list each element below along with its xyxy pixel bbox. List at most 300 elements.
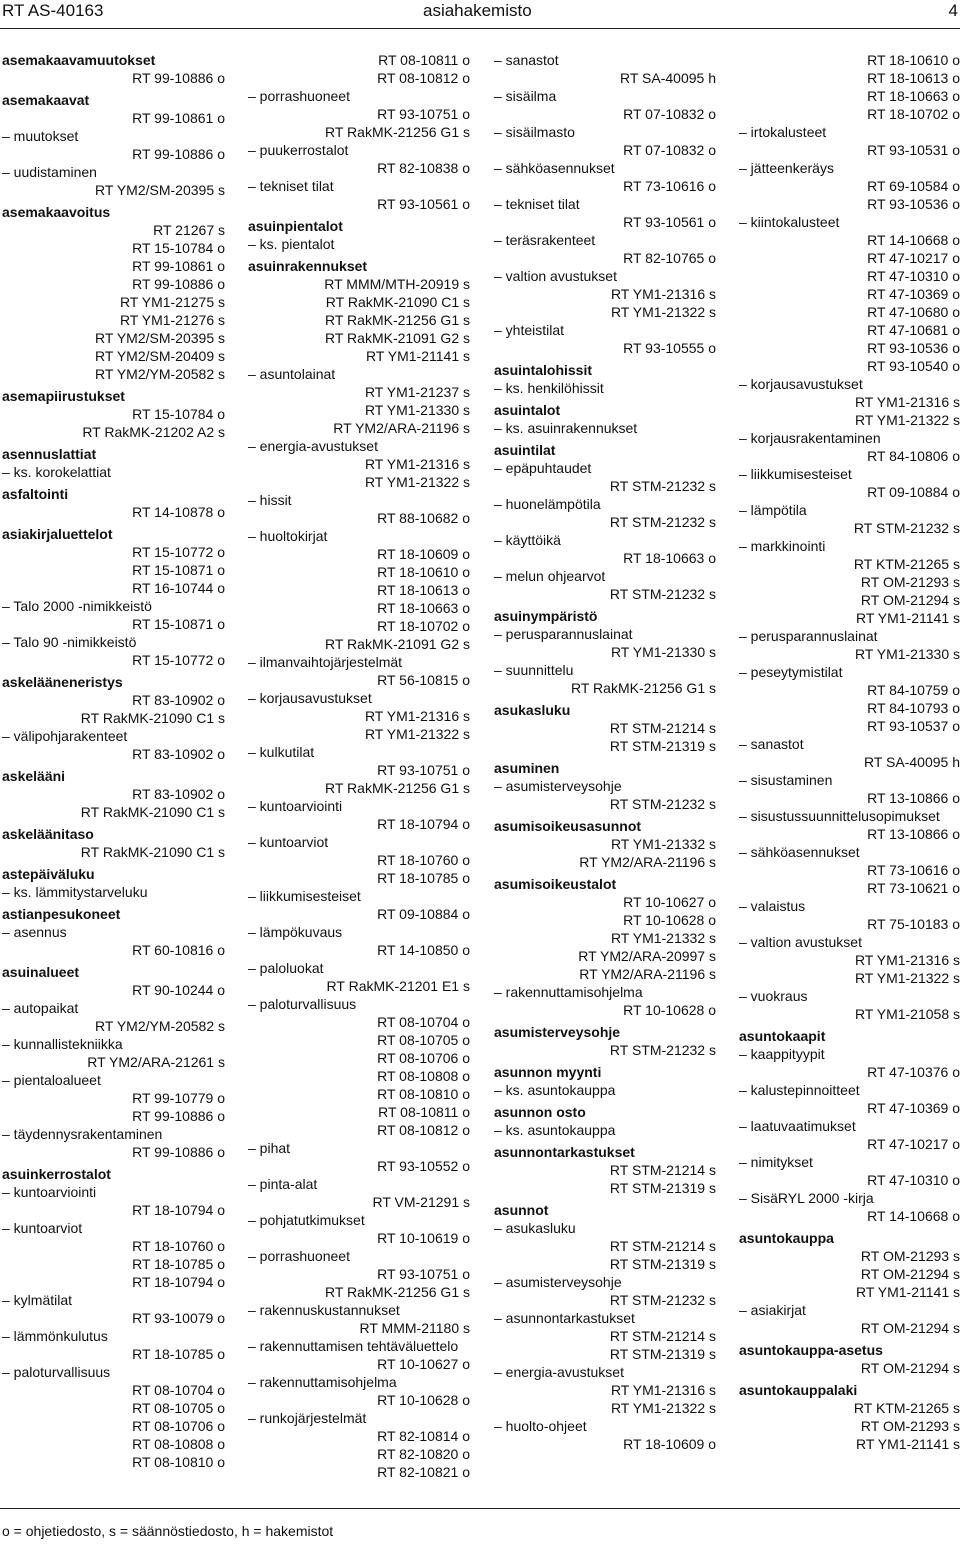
index-subentry: – kuntoarviot	[2, 1220, 83, 1236]
index-reference: RT YM1-21316 s	[854, 394, 960, 410]
index-subentry: – korjausavustukset	[739, 376, 863, 392]
index-subentry: – asuntolainat	[248, 366, 336, 382]
index-heading: asukasluku	[494, 702, 571, 718]
index-reference: RT YM1-21316 s	[364, 708, 470, 724]
index-subentry: – asiakirjat	[739, 1302, 806, 1318]
index-heading: askelääni	[2, 768, 66, 784]
index-subentry: – sähköasennukset	[739, 844, 860, 860]
index-reference: RT 73-10616 o	[867, 862, 960, 878]
index-subentry: – melun ohjearvot	[494, 568, 606, 584]
index-subentry: – markkinointi	[739, 538, 826, 554]
index-reference: RT MMM/MTH-20919 s	[324, 276, 470, 292]
index-heading: askelääneneristys	[2, 674, 123, 690]
index-reference: RT 93-10751 o	[377, 1266, 470, 1282]
index-reference: RT YM1-21141 s	[855, 610, 960, 626]
index-reference: RT SA-40095 h	[620, 70, 716, 86]
index-reference: RT STM-21232 s	[609, 478, 716, 494]
index-subentry: – käyttöikä	[494, 532, 561, 548]
index-reference: RT 15-10784 o	[132, 406, 225, 422]
index-subentry: – asukasluku	[494, 1220, 576, 1236]
index-reference: RT 83-10902 o	[132, 746, 225, 762]
index-reference: RT 18-10785 o	[132, 1346, 225, 1362]
index-heading: asunnot	[494, 1202, 549, 1218]
index-reference: RT RakMK-21091 G2 s	[325, 636, 470, 652]
index-reference: RT 73-10616 o	[623, 178, 716, 194]
index-heading: asuinalueet	[2, 964, 80, 980]
index-subentry: – lämmönkulutus	[2, 1328, 108, 1344]
index-reference: RT 93-10751 o	[377, 762, 470, 778]
document-code: RT AS-40163	[2, 1, 104, 20]
index-reference: RT 18-10794 o	[377, 816, 470, 832]
index-reference: RT YM1-21322 s	[610, 304, 716, 320]
index-subentry: – lämpökuvaus	[248, 924, 343, 940]
index-reference: RT 08-10812 o	[377, 70, 470, 86]
index-heading: asumisterveysohje	[494, 1024, 621, 1040]
index-reference: RT YM1-21322 s	[854, 970, 960, 986]
index-reference: RT 99-10886 o	[132, 1108, 225, 1124]
index-reference: RT 08-10811 o	[378, 52, 470, 68]
index-reference: RT YM1-21322 s	[364, 726, 470, 742]
index-subentry: – kulkutilat	[248, 744, 315, 760]
index-reference: RT YM1-21330 s	[854, 646, 960, 662]
index-reference: RT RakMK-21256 G1 s	[325, 780, 470, 796]
index-heading: asiakirjaluettelot	[2, 526, 113, 542]
index-subentry: – ilmanvaihtojärjestelmät	[248, 654, 403, 670]
index-reference: RT 18-10760 o	[377, 852, 470, 868]
index-reference: RT 18-10663 o	[867, 88, 960, 104]
index-reference: RT 82-10765 o	[623, 250, 716, 266]
index-reference: RT 18-10613 o	[867, 70, 960, 86]
index-reference: RT 13-10866 o	[867, 790, 960, 806]
index-reference: RT 13-10866 o	[867, 826, 960, 842]
index-reference: RT 99-10886 o	[132, 146, 225, 162]
index-reference: RT RakMK-21090 C1 s	[80, 710, 225, 726]
index-heading: asuntokauppalaki	[739, 1382, 858, 1398]
index-subentry: – porrashuoneet	[248, 88, 350, 104]
index-subentry: – pinta-alat	[248, 1176, 318, 1192]
index-heading: astianpesukoneet	[2, 906, 121, 922]
index-subentry: – kuntoarviointi	[248, 798, 343, 814]
index-reference: RT 75-10183 o	[867, 916, 960, 932]
index-reference: RT 08-10706 o	[132, 1418, 225, 1434]
index-subentry: – Talo 90 -nimikkeistö	[2, 634, 137, 650]
index-reference: RT 60-10816 o	[132, 942, 225, 958]
index-column-4	[739, 51, 960, 1453]
index-heading: asunnontarkastukset	[494, 1144, 635, 1160]
index-reference: RT 14-10850 o	[377, 942, 470, 958]
index-subentry: – puukerrostalot	[248, 142, 349, 158]
index-reference: RT YM2/ARA-21196 s	[333, 420, 470, 436]
index-reference: RT 93-10079 o	[132, 1310, 225, 1326]
index-reference: RT STM-21232 s	[853, 520, 960, 536]
index-subentry: – välipohjarakenteet	[2, 728, 128, 744]
index-reference: RT 15-10784 o	[132, 240, 225, 256]
index-reference: RT 47-10369 o	[867, 1100, 960, 1116]
index-reference: RT YM1-21332 s	[610, 930, 716, 946]
index-subentry: – peseytymistilat	[739, 664, 843, 680]
index-subentry: – epäpuhtaudet	[494, 460, 592, 476]
index-subentry: – vuokraus	[739, 988, 808, 1004]
index-reference: RT RakMK-21256 G1 s	[571, 680, 716, 696]
index-column-2	[248, 51, 470, 1481]
index-reference: RT YM1-21330 s	[364, 402, 470, 418]
index-reference: RT 93-10552 o	[377, 1158, 470, 1174]
index-reference: RT 99-10886 o	[132, 1144, 225, 1160]
index-reference: RT STM-21319 s	[609, 1180, 716, 1196]
index-reference: RT YM1-21275 s	[119, 294, 225, 310]
index-subentry: – energia-avustukset	[494, 1364, 624, 1380]
index-reference: RT STM-21319 s	[609, 738, 716, 754]
index-reference: RT YM1-21316 s	[610, 286, 716, 302]
index-subentry: – paloturvallisuus	[2, 1364, 111, 1380]
index-heading: asuntokauppa-asetus	[739, 1342, 883, 1358]
index-subentry: – sisäilma	[494, 88, 557, 104]
index-reference: RT 09-10884 o	[867, 484, 960, 500]
index-subentry: – valtion avustukset	[494, 268, 617, 284]
index-heading: asemakaavamuutokset	[2, 52, 156, 68]
index-reference: RT 08-10704 o	[377, 1014, 470, 1030]
index-reference: RT RakMK-21091 G2 s	[325, 330, 470, 346]
index-reference: RT 69-10584 o	[867, 178, 960, 194]
index-subentry: – sisustussuunnittelusopimukset	[739, 808, 940, 824]
index-reference: RT RakMK-21256 G1 s	[325, 1284, 470, 1300]
index-heading: asuntokaapit	[739, 1028, 826, 1044]
index-reference: RT OM-21293 s	[860, 574, 960, 590]
index-reference: RT OM-21294 s	[860, 1266, 960, 1282]
index-reference: RT OM-21294 s	[860, 592, 960, 608]
index-reference: RT 47-10369 o	[867, 286, 960, 302]
index-subentry: – liikkumisesteiset	[739, 466, 852, 482]
index-reference: RT YM2/ARA-21196 s	[579, 966, 716, 982]
index-reference: RT YM1-21276 s	[119, 312, 225, 328]
index-reference: RT STM-21214 s	[609, 720, 716, 736]
index-reference: RT 08-10811 o	[378, 1104, 470, 1120]
index-subentry: – liikkumisesteiset	[248, 888, 361, 904]
index-reference: RT YM1-21316 s	[364, 456, 470, 472]
index-subentry: – rakennuttamisohjelma	[248, 1374, 397, 1390]
index-reference: RT 18-10610 o	[377, 564, 470, 580]
index-heading: asumisoikeustalot	[494, 876, 617, 892]
index-reference: RT RakMK-21202 A2 s	[82, 424, 225, 440]
index-reference: RT OM-21293 s	[860, 1418, 960, 1434]
index-reference: RT YM2/ARA-20997 s	[578, 948, 716, 964]
index-heading: asennuslattiat	[2, 446, 97, 462]
index-reference: RT YM2/SM-20409 s	[95, 348, 225, 364]
index-heading: asuinpientalot	[248, 218, 343, 234]
index-heading: asuinympäristö	[494, 608, 598, 624]
index-reference: RT 14-10878 o	[132, 504, 225, 520]
index-reference: RT YM1-21322 s	[364, 474, 470, 490]
index-reference: RT 99-10886 o	[132, 70, 225, 86]
index-subentry: – rakennuttamisen tehtäväluettelo	[248, 1338, 459, 1354]
index-subentry: – asennus	[2, 924, 67, 940]
index-reference: RT 93-10531 o	[867, 142, 960, 158]
index-reference: RT 10-10628 o	[377, 1392, 470, 1408]
index-subentry: – valtion avustukset	[739, 934, 862, 950]
index-reference: RT YM1-21316 s	[854, 952, 960, 968]
index-heading: asuinkerrostalot	[2, 1166, 111, 1182]
index-reference: RT 18-10794 o	[132, 1274, 225, 1290]
index-reference: RT 47-10680 o	[867, 304, 960, 320]
index-reference: RT STM-21214 s	[609, 1238, 716, 1254]
index-reference: RT 88-10682 o	[377, 510, 470, 526]
index-subentry: – porrashuoneet	[248, 1248, 350, 1264]
index-subentry: – irtokalusteet	[739, 124, 827, 140]
index-reference: RT 15-10772 o	[132, 652, 225, 668]
page-title: asiahakemisto	[423, 1, 532, 20]
index-reference: RT 84-10759 o	[867, 682, 960, 698]
index-reference: RT 08-10706 o	[377, 1050, 470, 1066]
index-reference: RT 83-10902 o	[132, 692, 225, 708]
index-heading: asuminen	[494, 760, 560, 776]
index-reference: RT 18-10794 o	[132, 1202, 225, 1218]
index-subentry: – laatuvaatimukset	[739, 1118, 856, 1134]
index-subentry: – teräsrakenteet	[494, 232, 596, 248]
index-reference: RT STM-21232 s	[609, 796, 716, 812]
index-reference: RT 08-10808 o	[132, 1436, 225, 1452]
index-reference: RT 15-10871 o	[132, 616, 225, 632]
index-subentry: – kylmätilat	[2, 1292, 73, 1308]
index-reference: RT 93-10536 o	[867, 196, 960, 212]
index-reference: RT 08-10810 o	[377, 1086, 470, 1102]
index-subentry: – kaappityypit	[739, 1046, 825, 1062]
index-reference: RT 18-10785 o	[377, 870, 470, 886]
index-subentry: – ks. asuntokauppa	[494, 1122, 616, 1138]
index-reference: RT 47-10310 o	[867, 1172, 960, 1188]
index-subentry: – kuntoarviot	[248, 834, 329, 850]
index-reference: RT 07-10832 o	[623, 142, 716, 158]
index-reference: RT 99-10886 o	[132, 276, 225, 292]
index-reference: RT 18-10663 o	[377, 600, 470, 616]
index-reference: RT YM1-21322 s	[854, 412, 960, 428]
index-reference: RT YM2/SM-20395 s	[95, 330, 225, 346]
index-subentry: – uudistaminen	[2, 164, 97, 180]
index-reference: RT OM-21294 s	[860, 1360, 960, 1376]
index-subentry: – asunnontarkastukset	[494, 1310, 635, 1326]
index-reference: RT 10-10627 o	[377, 1356, 470, 1372]
index-reference: RT SA-40095 h	[864, 754, 960, 770]
index-reference: RT 18-10613 o	[377, 582, 470, 598]
index-subentry: – suunnittelu	[494, 662, 574, 678]
legend-footnote: o = ohjetiedosto, s = säännöstiedosto, h = hakemistot	[2, 1523, 334, 1539]
index-heading: asemapiirustukset	[2, 388, 125, 404]
index-reference: RT 93-10536 o	[867, 340, 960, 356]
index-subentry: – kuntoarviointi	[2, 1184, 97, 1200]
index-subentry: – sähköasennukset	[494, 160, 615, 176]
index-subentry: – paloturvallisuus	[248, 996, 357, 1012]
index-reference: RT 93-10555 o	[623, 340, 716, 356]
index-column-1	[2, 51, 225, 1471]
index-reference: RT 93-10561 o	[377, 196, 470, 212]
index-subentry: – ks. lämmitystarveluku	[2, 884, 148, 900]
index-subentry: – muutokset	[2, 128, 79, 144]
index-reference: RT YM2/YM-20582 s	[95, 366, 225, 382]
index-reference: RT YM2/SM-20395 s	[95, 182, 225, 198]
index-heading: asuntokauppa	[739, 1230, 834, 1246]
index-reference: RT KTM-21265 s	[853, 1400, 960, 1416]
index-reference: RT 18-10609 o	[377, 546, 470, 562]
index-reference: RT RakMK-21201 E1 s	[326, 978, 470, 994]
index-reference: RT 08-10808 o	[377, 1068, 470, 1084]
index-reference: RT 90-10244 o	[132, 982, 225, 998]
index-reference: RT 08-10810 o	[132, 1454, 225, 1470]
index-reference: RT 47-10217 o	[867, 250, 960, 266]
index-reference: RT 15-10772 o	[132, 544, 225, 560]
index-subentry: – sanastot	[494, 52, 559, 68]
index-reference: RT 10-10628 o	[623, 1002, 716, 1018]
index-heading: asemakaavoitus	[2, 204, 111, 220]
index-subentry: – runkojärjestelmät	[248, 1410, 367, 1426]
index-reference: RT VM-21291 s	[372, 1194, 470, 1210]
index-subentry: – huoltokirjat	[248, 528, 328, 544]
page-header	[0, 0, 960, 24]
index-subentry: – tekniset tilat	[494, 196, 580, 212]
index-reference: RT 14-10668 o	[867, 232, 960, 248]
index-subentry: – kiintokalusteet	[739, 214, 840, 230]
index-reference: RT 84-10793 o	[867, 700, 960, 716]
index-subentry: – täydennysrakentaminen	[2, 1126, 163, 1142]
index-reference: RT STM-21319 s	[609, 1346, 716, 1362]
index-heading: asunnon osto	[494, 1104, 586, 1120]
index-subentry: – asumisterveysohje	[494, 778, 622, 794]
index-subentry: – sanastot	[739, 736, 804, 752]
index-reference: RT 07-10832 o	[623, 106, 716, 122]
index-reference: RT YM1-21332 s	[610, 836, 716, 852]
index-reference: RT RakMK-21090 C1 s	[80, 804, 225, 820]
index-subentry: – SisäRYL 2000 -kirja	[739, 1190, 874, 1206]
index-reference: RT RakMK-21256 G1 s	[325, 124, 470, 140]
footer-rule	[0, 1508, 960, 1509]
index-reference: RT 16-10744 o	[132, 580, 225, 596]
index-reference: RT STM-21214 s	[609, 1162, 716, 1178]
index-reference: RT YM1-21322 s	[610, 1400, 716, 1416]
index-subentry: – korjausavustukset	[248, 690, 372, 706]
index-reference: RT 93-10561 o	[623, 214, 716, 230]
index-subentry: – kunnallistekniikka	[2, 1036, 123, 1052]
index-subentry: – rakennuttamisohjelma	[494, 984, 643, 1000]
index-reference: RT 82-10821 o	[377, 1464, 470, 1480]
index-reference: RT 82-10814 o	[377, 1428, 470, 1444]
index-reference: RT 18-10610 o	[867, 52, 960, 68]
index-subentry: – tekniset tilat	[248, 178, 334, 194]
index-heading: asuintilat	[494, 442, 556, 458]
index-reference: RT 18-10609 o	[623, 1436, 716, 1452]
index-subentry: – hissit	[248, 492, 292, 508]
index-reference: RT 14-10668 o	[867, 1208, 960, 1224]
index-reference: RT STM-21232 s	[609, 1042, 716, 1058]
index-reference: RT YM2/ARA-21196 s	[579, 854, 716, 870]
index-reference: RT MMM-21180 s	[359, 1320, 470, 1336]
index-subentry: – energia-avustukset	[248, 438, 378, 454]
index-reference: RT YM1-21141 s	[855, 1436, 960, 1452]
index-heading: asfaltointi	[2, 486, 69, 502]
index-subentry: – rakennuskustannukset	[248, 1302, 400, 1318]
index-reference: RT OM-21294 s	[860, 1320, 960, 1336]
index-heading: askeläänitaso	[2, 826, 94, 842]
index-reference: RT KTM-21265 s	[853, 556, 960, 572]
index-reference: RT OM-21293 s	[860, 1248, 960, 1264]
index-subentry: – ks. asuntokauppa	[494, 1082, 616, 1098]
index-heading: asumisoikeusasunnot	[494, 818, 642, 834]
index-reference: RT 83-10902 o	[132, 786, 225, 802]
index-subentry: – pihat	[248, 1140, 291, 1156]
index-subentry: – huolto-ohjeet	[494, 1418, 587, 1434]
index-reference: RT YM1-21141 s	[855, 1284, 960, 1300]
index-subentry: – ks. henkilöhissit	[494, 380, 604, 396]
index-heading: asuintalohissit	[494, 362, 593, 378]
index-reference: RT STM-21214 s	[609, 1328, 716, 1344]
index-subentry: – sisäilmasto	[494, 124, 575, 140]
index-subentry: – perusparannuslainat	[494, 626, 633, 642]
index-reference: RT 09-10884 o	[377, 906, 470, 922]
index-subentry: – huonelämpötila	[494, 496, 601, 512]
index-reference: RT 08-10812 o	[377, 1122, 470, 1138]
index-subentry: – perusparannuslainat	[739, 628, 878, 644]
index-reference: RT 21267 s	[153, 222, 225, 238]
index-reference: RT YM1-21330 s	[610, 644, 716, 660]
index-subentry: – valaistus	[739, 898, 806, 914]
index-subentry: – sisustaminen	[739, 772, 833, 788]
index-reference: RT RakMK-21256 G1 s	[325, 312, 470, 328]
index-reference: RT 99-10861 o	[132, 110, 225, 126]
index-reference: RT 18-10702 o	[867, 106, 960, 122]
index-reference: RT 10-10627 o	[623, 894, 716, 910]
index-reference: RT RakMK-21090 C1 s	[80, 844, 225, 860]
index-column-3	[494, 51, 716, 1453]
index-subentry: – Talo 2000 -nimikkeistö	[2, 598, 152, 614]
index-subentry: – pohjatutkimukset	[248, 1212, 365, 1228]
index-reference: RT 93-10540 o	[867, 358, 960, 374]
index-reference: RT 93-10537 o	[867, 718, 960, 734]
index-reference: RT 73-10621 o	[867, 880, 960, 896]
index-heading: asemakaavat	[2, 92, 90, 108]
index-reference: RT 18-10663 o	[623, 550, 716, 566]
index-subentry: – pientaloalueet	[2, 1072, 101, 1088]
index-reference: RT 47-10310 o	[867, 268, 960, 284]
index-subentry: – lämpötila	[739, 502, 807, 518]
index-reference: RT 47-10376 o	[867, 1064, 960, 1080]
index-subentry: – autopaikat	[2, 1000, 79, 1016]
index-reference: RT 82-10838 o	[377, 160, 470, 176]
index-heading: asuintalot	[494, 402, 561, 418]
index-reference: RT STM-21232 s	[609, 514, 716, 530]
index-subentry: – korjausrakentaminen	[739, 430, 881, 446]
index-reference: RT 10-10628 o	[623, 912, 716, 928]
index-subentry: – ks. asuinrakennukset	[494, 420, 638, 436]
index-reference: RT 99-10861 o	[132, 258, 225, 274]
index-subentry: – paloluokat	[248, 960, 324, 976]
index-reference: RT STM-21232 s	[609, 1292, 716, 1308]
index-reference: RT 08-10704 o	[132, 1382, 225, 1398]
index-subentry: – ks. pientalot	[248, 236, 335, 252]
index-reference: RT 93-10751 o	[377, 106, 470, 122]
index-reference: RT 18-10702 o	[377, 618, 470, 634]
page-number: 4	[948, 1, 958, 20]
index-reference: RT 18-10760 o	[132, 1238, 225, 1254]
index-subentry: – ks. korokelattiat	[2, 464, 111, 480]
index-reference: RT 08-10705 o	[377, 1032, 470, 1048]
index-reference: RT 47-10681 o	[867, 322, 960, 338]
index-reference: RT 15-10871 o	[132, 562, 225, 578]
index-subentry: – jätteenkeräys	[739, 160, 834, 176]
index-reference: RT YM1-21058 s	[854, 1006, 960, 1022]
index-reference: RT 56-10815 o	[377, 672, 470, 688]
index-heading: asuinrakennukset	[248, 258, 368, 274]
index-reference: RT RakMK-21090 C1 s	[325, 294, 470, 310]
index-reference: RT YM1-21316 s	[610, 1382, 716, 1398]
index-reference: RT YM2/YM-20582 s	[95, 1018, 225, 1034]
index-subentry: – yhteistilat	[494, 322, 565, 338]
